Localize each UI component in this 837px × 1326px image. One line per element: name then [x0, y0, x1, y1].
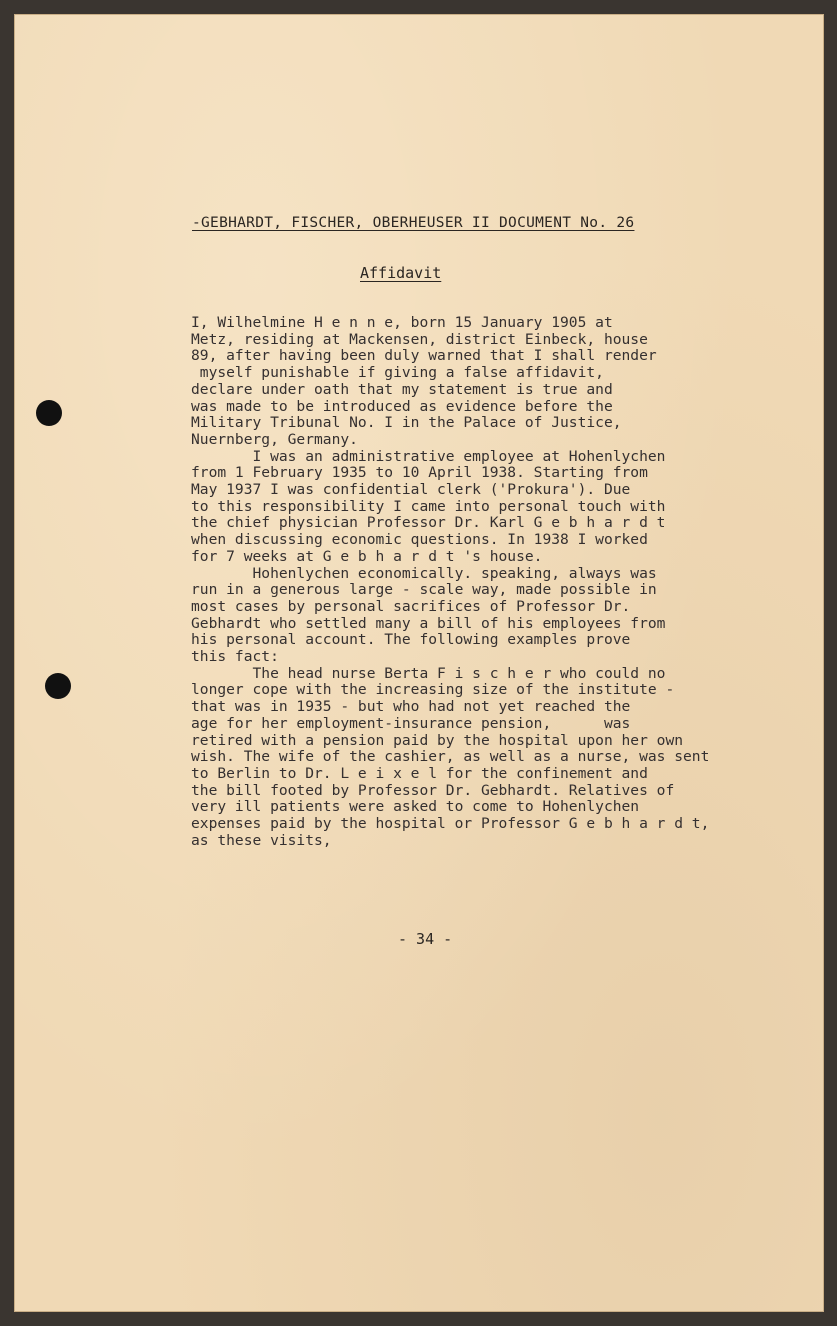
text-line: expenses paid by the hospital or Professor G e b h a r d t,: [191, 815, 710, 833]
text-line: to Berlin to Dr. L e i x e l for the confinement and: [191, 764, 648, 782]
text-line: Metz, residing at Mackensen, district Einbeck, house: [191, 330, 648, 348]
text-line: run in a generous large - scale way, made possible in: [191, 581, 657, 599]
text-line: retired with a pension paid by the hospital upon her own: [191, 731, 684, 749]
text-line: I was an administrative employee at Hohenlychen: [191, 447, 666, 465]
text-line: from 1 February 1935 to 10 April 1938. Starting from: [191, 464, 648, 482]
text-line: was made to be introduced as evidence before the: [191, 397, 613, 415]
text-line: this fact:: [191, 648, 279, 666]
text-line: Nuernberg, Germany.: [191, 430, 358, 448]
text-line: most cases by personal sacrifices of Professor Dr.: [191, 597, 631, 615]
text-line: Hohenlychen economically. speaking, always was: [191, 564, 657, 582]
text-line: to this responsibility I came into personal touch with: [191, 497, 666, 515]
text-line: 89, after having been duly warned that I shall render: [191, 347, 657, 365]
text-line: wish. The wife of the cashier, as well as a nurse, was sent: [191, 748, 710, 766]
text-line: Gebhardt who settled many a bill of his employees from: [191, 614, 666, 632]
punch-hole: [45, 673, 71, 699]
affidavit-body: [191, 315, 791, 850]
text-line: myself punishable if giving a false affidavit,: [191, 364, 604, 382]
text-line: very ill patients were asked to come to Hohenlychen: [191, 798, 640, 816]
document-header: -GEBHARDT, FISCHER, OBERHEUSER II DOCUMENT No. 26: [192, 215, 635, 231]
text-line: his personal account. The following examples prove: [191, 631, 631, 649]
document-title: Affidavit: [360, 264, 442, 282]
page-number: - 34 -: [398, 930, 453, 948]
punch-hole: [36, 400, 62, 426]
text-line: I, Wilhelmine H e n n e, born 15 January 1905 at: [191, 314, 613, 331]
text-line: The head nurse Berta F i s c h e r who could no: [191, 664, 666, 682]
text-line: as these visits,: [191, 831, 332, 849]
text-line: age for her employment-insurance pension, was: [191, 714, 631, 732]
text-line: declare under oath that my statement is true and: [191, 380, 613, 398]
text-line: the chief physician Professor Dr. Karl G e b h a r d t: [191, 514, 666, 532]
text-line: longer cope with the increasing size of the institute -: [191, 681, 675, 699]
text-line: for 7 weeks at G e b h a r d t 's house.: [191, 547, 543, 565]
text-line: that was in 1935 - but who had not yet reached the: [191, 698, 631, 716]
text-line: Military Tribunal No. I in the Palace of Justice,: [191, 414, 622, 432]
text-line: May 1937 I was confidential clerk ('Prokura'). Due: [191, 481, 631, 499]
text-line: when discussing economic questions. In 1938 I worked: [191, 531, 648, 549]
text-line: the bill footed by Professor Dr. Gebhardt. Relatives of: [191, 781, 675, 799]
